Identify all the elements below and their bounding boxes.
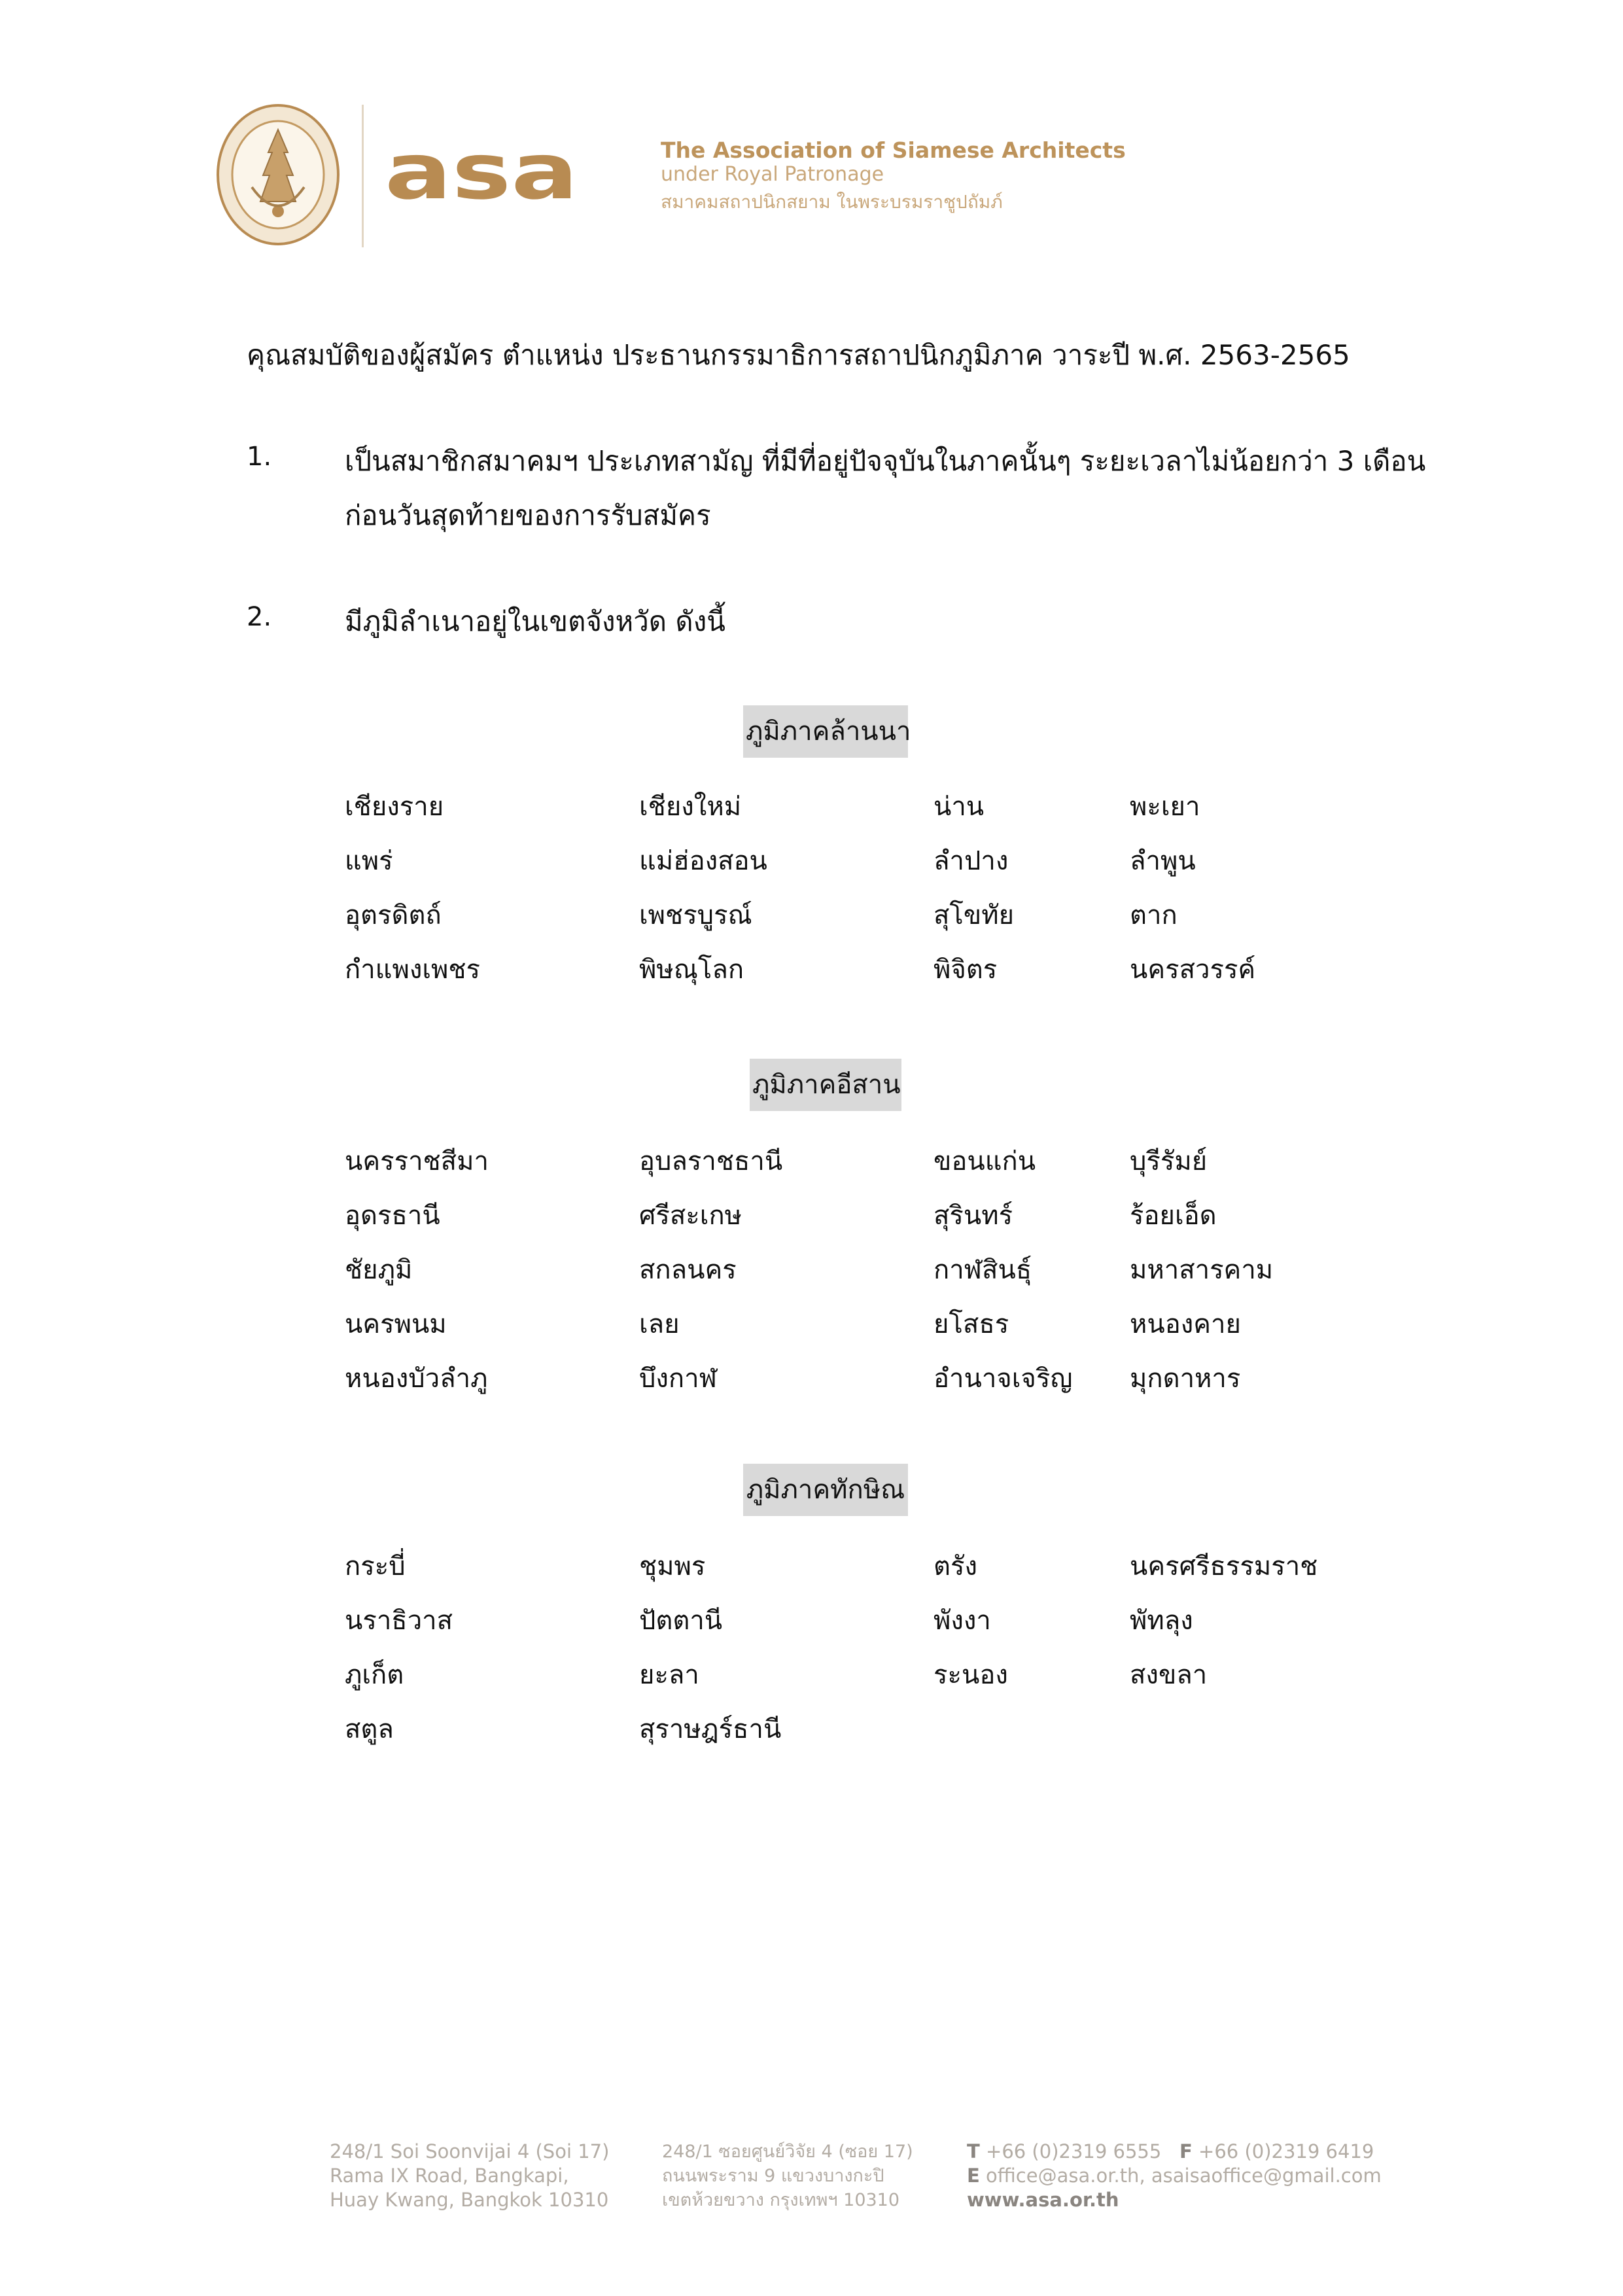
province-name: นครสวรรค์ [1130,955,1256,985]
province-name: ยโสธร [934,1309,1009,1339]
province-name: นราธิวาส [345,1606,453,1636]
tel-number: +66 (0)2319 6555 [986,2140,1162,2163]
province-name: พิษณุโลก [639,955,744,985]
email-address: office@asa.or.th, asaisaoffice@gmail.com [986,2164,1382,2187]
province-name: ร้อยเอ็ด [1130,1201,1217,1231]
province-name: แม่ฮ่องสอน [639,846,767,876]
footer-line: เขตห้วยขวาง กรุงเทพฯ 10310 [662,2190,900,2210]
item-text: เป็นสมาชิกสมาคมฯ ประเภทสามัญ ที่มีที่อยู่ปัจจุบันในภาคนั้นๆ ระยะเวลาไม่น้อยกว่า 3 เดือน [345,445,1426,477]
province-name: บึงกาฬ [639,1364,717,1394]
item-number: 2. [247,602,272,632]
province-name: น่าน [934,792,985,822]
province-name: แพร่ [345,846,393,876]
province-name: ปัตตานี [639,1606,723,1636]
province-name: สุราษฎร์ธานี [639,1714,782,1744]
document-title: คุณสมบัติของผู้สมัคร ตำแหน่ง ประธานกรรมาธิการสถาปนิกภูมิภาค วาระปี พ.ศ. 2563-2565 [247,339,1350,371]
province-name: พะเยา [1130,792,1200,822]
org-name-en: The Association of Siamese Architects [661,137,1126,163]
logo-text: asa [385,141,578,209]
province-name: ศรีสะเกษ [639,1201,742,1231]
province-name: อุดรธานี [345,1201,440,1231]
province-name: บุรีรัมย์ [1130,1146,1208,1176]
footer-address-en [330,2140,609,2212]
province-name: พังงา [934,1606,991,1636]
province-name: สุรินทร์ [934,1201,1013,1231]
province-name: เพชรบูรณ์ [639,900,752,930]
province-name: ขอนแก่น [934,1146,1036,1176]
website-link[interactable]: www.asa.or.th [967,2189,1119,2211]
province-name: ระนอง [934,1660,1008,1690]
footer-phone-line [967,2140,1382,2164]
province-name: นครพนม [345,1309,447,1339]
province-name: พัทลุง [1130,1606,1193,1636]
tel-label: T [967,2140,980,2163]
province-name: สุโขทัย [934,900,1015,930]
province-name: ตรัง [934,1551,977,1581]
province-name: อุตรดิตถ์ [345,900,442,930]
footer-line: Huay Kwang, Bangkok 10310 [330,2189,609,2211]
fax-number: +66 (0)2319 6419 [1198,2140,1374,2163]
region-heading-lanna: ภูมิภาคล้านนา [743,705,908,758]
footer-line: ถนนพระราม 9 แขวงบางกะปิ [662,2166,884,2186]
province-name: สงขลา [1130,1660,1208,1690]
province-name: ลำปาง [934,846,1009,876]
org-name-th: สมาคมสถาปนิกสยาม ในพระบรมราชูปถัมภ์ [661,191,1003,213]
province-name: หนองบัวลำภู [345,1364,488,1394]
province-name: ลำพูน [1130,846,1196,876]
footer-email-line [967,2164,1382,2188]
province-name: กระบี่ [345,1551,406,1581]
province-name: ตาก [1130,900,1178,930]
org-subtitle-en: under Royal Patronage [661,163,884,186]
asa-wordmark-logo [385,141,581,209]
region-heading-southern: ภูมิภาคทักษิณ [743,1464,908,1516]
footer-line: 248/1 Soi Soonvijai 4 (Soi 17) [330,2140,610,2163]
item-number: 1. [247,442,272,472]
province-name: กำแพงเพชร [345,955,481,985]
province-name: มหาสารคาม [1130,1255,1274,1285]
letterhead-divider [362,105,364,247]
province-name: มุกดาหาร [1130,1364,1241,1394]
province-name: สกลนคร [639,1255,737,1285]
province-name: พิจิตร [934,955,998,985]
association-seal-logo [216,103,340,246]
footer-line: Rama IX Road, Bangkapi, [330,2164,569,2187]
footer-line: 248/1 ซอยศูนย์วิจัย 4 (ซอย 17) [662,2142,913,2162]
item-text: มีภูมิลำเนาอยู่ในเขตจังหวัด ดังนี้ [345,605,725,637]
province-name: ยะลา [639,1660,699,1690]
province-name: เชียงราย [345,792,444,822]
fax-label: F [1179,2140,1193,2163]
region-heading-isan: ภูมิภาคอีสาน [750,1059,901,1111]
footer-contact [967,2140,1382,2212]
province-name: นครราชสีมา [345,1146,489,1176]
province-name: หนองคาย [1130,1309,1241,1339]
province-name: กาฬสินธุ์ [934,1255,1032,1285]
item-text: ก่อนวันสุดท้ายของการรับสมัคร [345,499,711,531]
province-name: ชุมพร [639,1551,706,1581]
province-name: ภูเก็ต [345,1660,404,1690]
province-name: นครศรีธรรมราช [1130,1551,1318,1581]
province-name: อุบลราชธานี [639,1146,783,1176]
province-name: เลย [639,1309,680,1339]
province-name: อำนาจเจริญ [934,1364,1073,1394]
footer-address-th [662,2140,913,2212]
province-name: สตูล [345,1714,394,1744]
email-label: E [967,2164,980,2187]
province-name: ชัยภูมิ [345,1255,413,1285]
province-name: เชียงใหม่ [639,792,742,822]
